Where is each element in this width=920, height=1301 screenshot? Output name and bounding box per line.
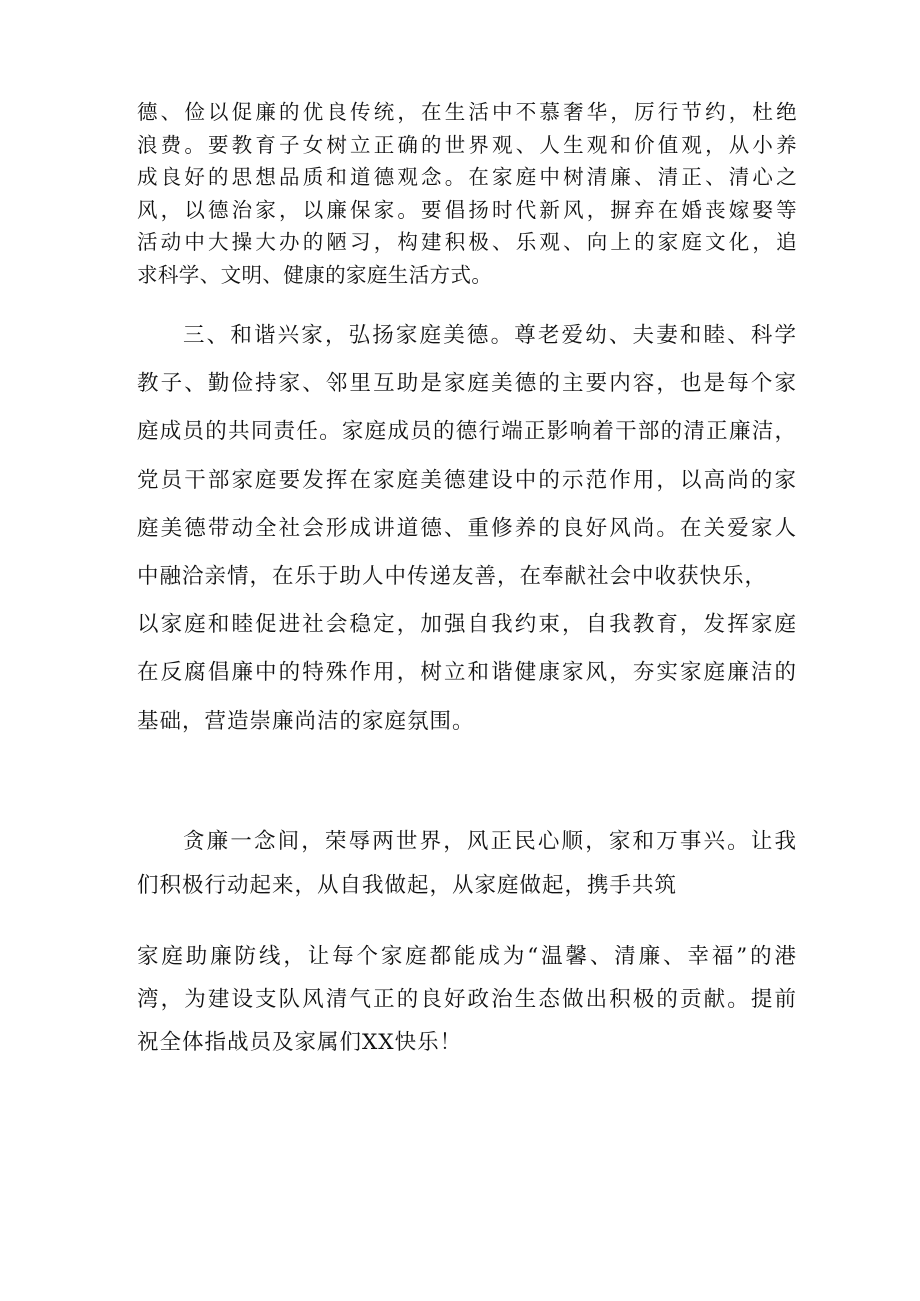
paragraph-1-line: 风，以德治家，以廉保家。要倡扬时代新风，摒弃在婚丧嫁娶等 xyxy=(137,197,797,222)
paragraph-2-line: 中融洽亲情，在乐于助人中传递友善，在奉献社会中收获快乐， xyxy=(137,564,768,590)
paragraph-1-line: 成良好的思想品质和道德观念。在家庭中树清廉、清正、清心之 xyxy=(137,165,797,189)
paragraph-3 xyxy=(137,820,797,908)
paragraph-1-line: 浪费。要教育子女树立正确的世界观、人生观和价值观，从小养 xyxy=(137,132,797,157)
paragraph-3-line: 们积极行动起来，从自我做起，从家庭做起，携手共筑 xyxy=(137,873,678,898)
paragraph-4-line: 祝全体指战员及家属们XX快乐！ xyxy=(137,1030,463,1055)
paragraph-1-line: 求科学、文明、健康的家庭生活方式。 xyxy=(137,262,493,287)
paragraph-2-line: 在反腐倡廉中的特殊作用，树立和谐健康家风，夯实家庭廉洁的 xyxy=(137,660,797,686)
paragraph-2-line: 三、和谐兴家，弘扬家庭美德。尊老爱幼、夫妻和睦、科学 xyxy=(183,323,797,348)
paragraph-1 xyxy=(137,96,797,291)
paragraph-2-line: 基础，营造崇廉尚洁的家庭氛围。 xyxy=(137,708,475,734)
paragraph-2-line: 教子、勤俭持家、邻里互助是家庭美德的主要内容，也是每个家 xyxy=(137,371,797,397)
paragraph-1-line: 活动中大操大办的陋习，构建积极、乐观、向上的家庭文化，追 xyxy=(137,230,797,254)
paragraph-2-line: 庭成员的共同责任。家庭成员的德行端正影响着干部的清正廉洁， xyxy=(137,419,797,445)
paragraph-4 xyxy=(137,935,797,1064)
paragraph-2-line: 以家庭和睦促进社会稳定，加强自我约束，自我教育，发挥家庭 xyxy=(137,612,797,638)
paragraph-4-line: 家庭助廉防线，让每个家庭都能成为“温馨、清廉、幸福”的港 xyxy=(137,944,797,969)
paragraph-4-line: 湾，为建设支队风清气正的良好政治生态做出积极的贡献。提前 xyxy=(137,987,797,1012)
paragraph-2-line: 党员干部家庭要发挥在家庭美德建设中的示范作用，以高尚的家 xyxy=(137,467,797,493)
paragraph-3-line: 贪廉一念间，荣辱两世界，风正民心顺，家和万事兴。让我 xyxy=(183,829,797,854)
paragraph-1-line: 德、俭以促廉的优良传统，在生活中不慕奢华，厉行节约，杜绝 xyxy=(137,100,797,124)
paragraph-2 xyxy=(137,312,797,746)
paragraph-2-line: 庭美德带动全社会形成讲道德、重修养的良好风尚。在关爱家人 xyxy=(137,515,797,541)
